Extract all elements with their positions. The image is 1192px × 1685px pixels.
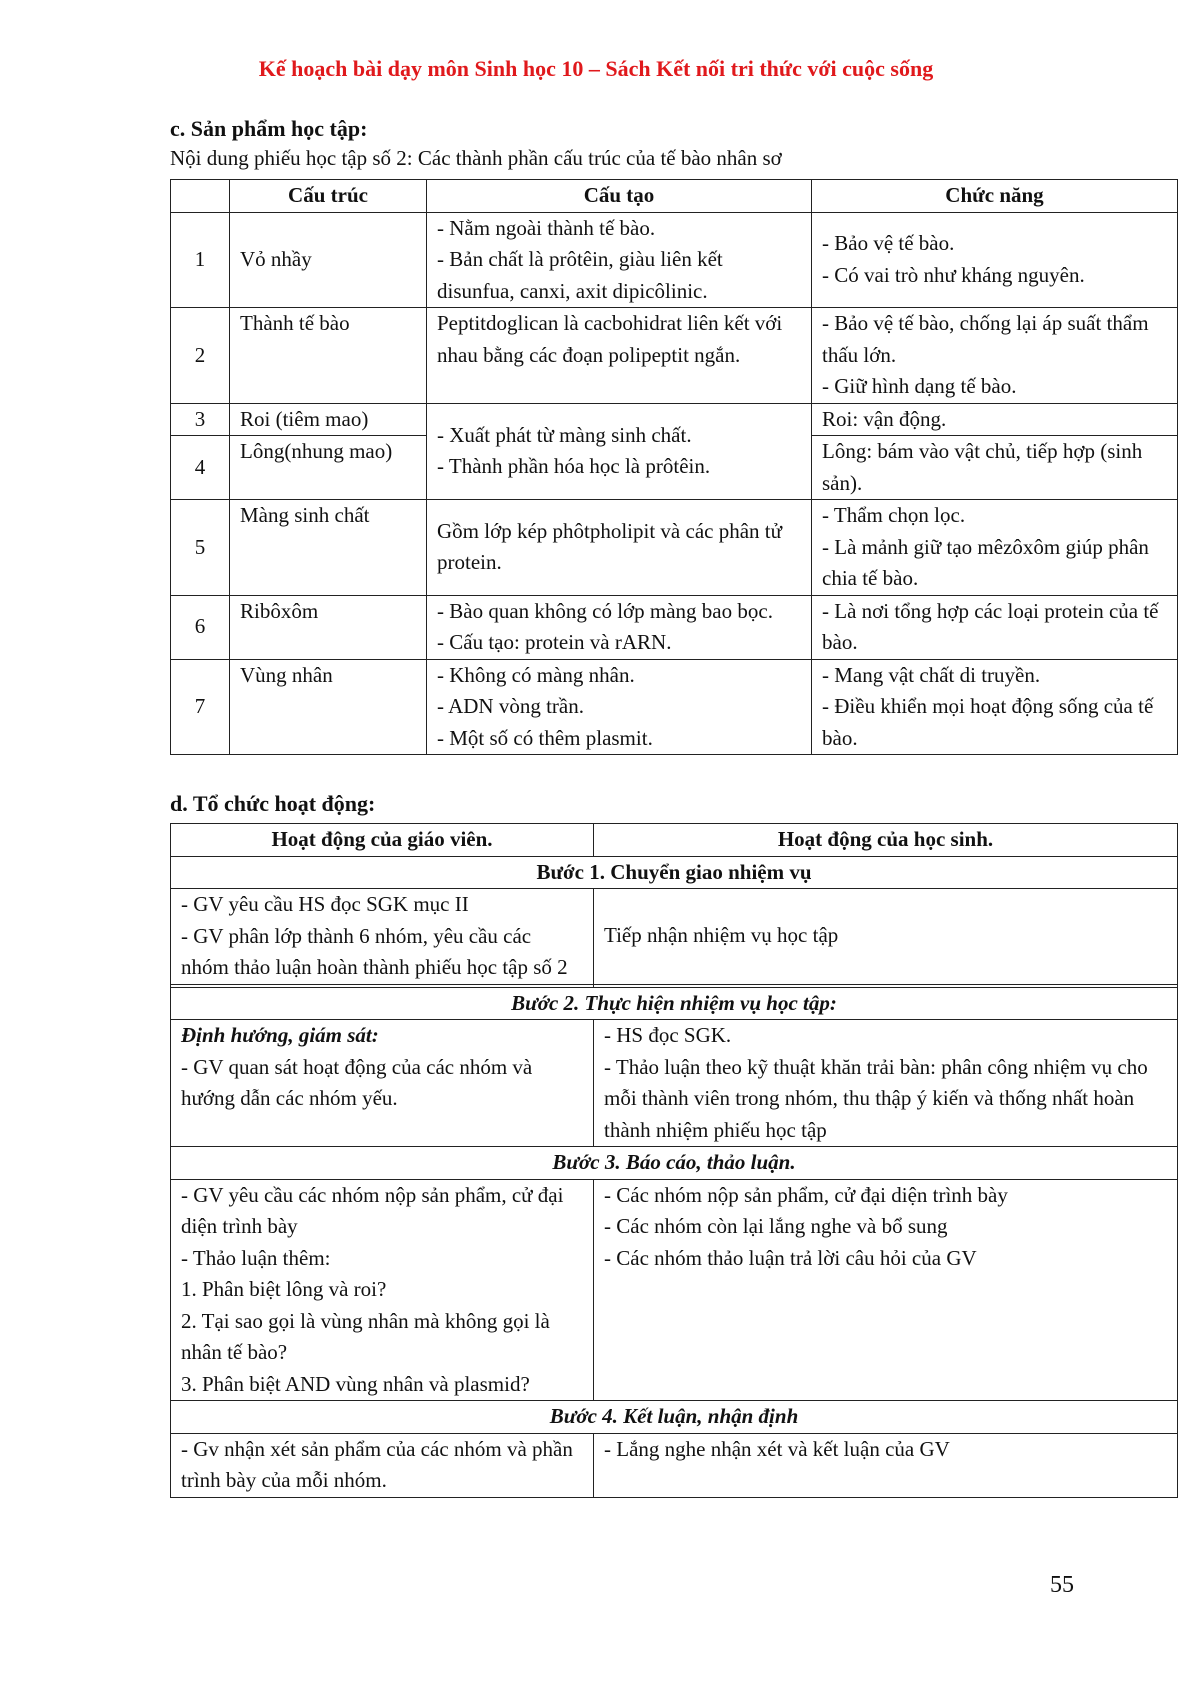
teacher-line: - Thảo luận thêm: <box>181 1245 331 1270</box>
header-composition: Cấu tạo <box>427 180 812 213</box>
composition-line: - ADN vòng trần. <box>437 694 584 718</box>
teacher-line: - GV quan sát hoạt động của các nhóm và hướng dẫn các nhóm yếu. <box>181 1054 533 1110</box>
function-line: - Thẩm chọn lọc. <box>822 503 966 527</box>
header-number <box>171 180 230 213</box>
composition-line: - Bào quan không có lớp màng bao bọc. <box>437 598 773 623</box>
composition-cell <box>427 308 812 404</box>
composition-line: - Một số có thêm plasmit. <box>437 725 653 750</box>
row-number: 1 <box>171 212 230 308</box>
table-row <box>171 595 1178 659</box>
teacher-cell <box>171 1020 594 1147</box>
student-line: - Thảo luận theo kỹ thuật khăn trải bàn: phân công nhiệm vụ cho mỗi thành viên trong nhóm, thu thập ý kiến và thống nhất hoàn thành nhiệm phiếu học tập <box>604 1054 1148 1142</box>
function-cell <box>812 212 1178 308</box>
student-cell <box>594 1179 1178 1401</box>
student-cell <box>594 1020 1178 1147</box>
function-line: - Bảo vệ tế bào, chống lại áp suất thẩm thấu lớn. <box>822 311 1149 367</box>
teacher-line: 2. Tại sao gọi là vùng nhân mà không gọi là nhân tế bào? <box>181 1308 550 1364</box>
composition-line: - Xuất phát từ màng sinh chất. <box>437 422 692 447</box>
step-row <box>171 987 1178 1020</box>
structure-name: Vỏ nhầy <box>230 212 427 308</box>
header-structure: Cấu trúc <box>230 180 427 213</box>
step-row <box>171 1401 1178 1434</box>
teacher-line: 1. Phân biệt lông và roi? <box>181 1277 387 1301</box>
structure-name: Lông(nhung mao) <box>230 436 427 500</box>
structure-name: Vùng nhân <box>230 659 427 755</box>
section-c-title: c. Sản phẩm học tập: <box>170 116 368 141</box>
function-cell <box>812 500 1178 596</box>
composition-cell <box>427 212 812 308</box>
activity-table <box>170 823 1178 1498</box>
step-row <box>171 1147 1178 1180</box>
header-teacher-activity: Hoạt động của giáo viên. <box>171 824 594 857</box>
row-number: 4 <box>171 436 230 500</box>
table-row <box>171 659 1178 755</box>
composition-cell <box>427 403 812 500</box>
row-number: 3 <box>171 403 230 436</box>
function-line: - Có vai trò như kháng nguyên. <box>822 262 1085 287</box>
composition-line: - Cấu tạo: protein và rARN. <box>437 630 672 654</box>
function-line: - Mang vật chất di truyền. <box>822 662 1041 687</box>
teacher-line: - GV phân lớp thành 6 nhóm, yêu cầu các nhóm thảo luận hoàn thành phiếu học tập số 2 <box>181 923 568 979</box>
student-line: - Lắng nghe nhận xét và kết luận của GV <box>604 1436 950 1461</box>
student-line: Tiếp nhận nhiệm vụ học tập <box>604 923 839 947</box>
function-cell <box>812 595 1178 659</box>
row-number: 2 <box>171 308 230 404</box>
function-line: - Giữ hình dạng tế bào. <box>822 374 1017 398</box>
composition-cell <box>427 659 812 755</box>
composition-cell <box>427 595 812 659</box>
student-cell <box>594 889 1178 985</box>
table-row <box>171 1179 1178 1401</box>
table-row <box>171 889 1178 985</box>
table-row <box>171 1020 1178 1147</box>
function-line: - Là nơi tổng hợp các loại protein của tế bào. <box>822 598 1159 654</box>
composition-cell <box>427 500 812 596</box>
table-row <box>171 1433 1178 1497</box>
teacher-line: 3. Phân biệt AND vùng nhân và plasmid? <box>181 1371 530 1396</box>
step-title: Bước 2. Thực hiện nhiệm vụ học tập: <box>171 987 1178 1020</box>
student-line: - HS đọc SGK. <box>604 1023 732 1047</box>
teacher-line: - GV yêu cầu HS đọc SGK mục II <box>181 892 469 916</box>
structure-table <box>170 179 1178 755</box>
table-header-row <box>171 180 1178 213</box>
function-cell <box>812 659 1178 755</box>
function-line: - Điều khiển mọi hoạt động sống của tế bào. <box>822 694 1154 750</box>
table-row <box>171 403 1178 436</box>
function-line: - Bảo vệ tế bào. <box>822 231 955 256</box>
header-student-activity: Hoạt động của học sinh. <box>594 824 1178 857</box>
table-header-row <box>171 824 1178 857</box>
student-cell <box>594 1433 1178 1497</box>
student-line: - Các nhóm nộp sản phẩm, cử đại diện trình bày <box>604 1182 1008 1207</box>
function-line: Roi: vận động. <box>822 406 947 431</box>
teacher-line: - GV yêu cầu các nhóm nộp sản phẩm, cử đại diện trình bày <box>181 1182 564 1238</box>
composition-line: - Bản chất là prôtêin, giàu liên kết disunfua, canxi, axit dipicôlinic. <box>437 247 723 303</box>
structure-name: Roi (tiêm mao) <box>230 403 427 436</box>
student-line: - Các nhóm còn lại lắng nghe và bổ sung <box>604 1214 948 1238</box>
step-title: Bước 4. Kết luận, nhận định <box>171 1401 1178 1434</box>
table-row <box>171 500 1178 596</box>
teacher-cell <box>171 1179 594 1401</box>
step-title: Bước 1. Chuyển giao nhiệm vụ <box>171 856 1178 889</box>
composition-line: - Thành phần hóa học là prôtêin. <box>437 454 711 479</box>
student-line: - Các nhóm thảo luận trả lời câu hỏi của GV <box>604 1245 977 1270</box>
structure-name: Thành tế bào <box>230 308 427 404</box>
function-line: Lông: bám vào vật chủ, tiếp hợp (sinh sản). <box>822 439 1143 495</box>
row-number: 5 <box>171 500 230 596</box>
row-number: 7 <box>171 659 230 755</box>
composition-line: - Không có màng nhân. <box>437 662 635 687</box>
table-row <box>171 308 1178 404</box>
structure-name: Màng sinh chất <box>230 500 427 596</box>
function-cell <box>812 308 1178 404</box>
function-cell <box>812 403 1178 436</box>
structure-name: Ribôxôm <box>230 595 427 659</box>
header-function: Chức năng <box>812 180 1178 213</box>
section-d-title: d. Tổ chức hoạt động: <box>170 791 376 816</box>
composition-line: - Nằm ngoài thành tế bào. <box>437 215 656 240</box>
page-header: Kế hoạch bài dạy môn Sinh học 10 – Sách Kết nối tri thức với cuộc sống <box>258 56 934 81</box>
function-line: - Là mảnh giữ tạo mêzôxôm giúp phân chia tế bào. <box>822 534 1149 590</box>
row-number: 6 <box>171 595 230 659</box>
teacher-cell <box>171 889 594 985</box>
teacher-cell <box>171 1433 594 1497</box>
teacher-heading: Định hướng, giám sát: <box>181 1023 379 1047</box>
step-row <box>171 856 1178 889</box>
table-row <box>171 212 1178 308</box>
composition-line: Gồm lớp kép phôtpholipit và các phân tử protein. <box>437 518 783 575</box>
teacher-line: - Gv nhận xét sản phẩm của các nhóm và phần trình bày của mỗi nhóm. <box>181 1436 573 1492</box>
page-number: 55 <box>1050 1572 1074 1598</box>
step-title: Bước 3. Báo cáo, thảo luận. <box>171 1147 1178 1180</box>
worksheet-intro: Nội dung phiếu học tập số 2: Các thành phần cấu trúc của tế bào nhân sơ <box>170 146 782 170</box>
composition-line: Peptitdoglican là cacbohidrat liên kết với nhau bằng các đoạn polipeptit ngắn. <box>437 311 783 367</box>
function-cell <box>812 436 1178 500</box>
